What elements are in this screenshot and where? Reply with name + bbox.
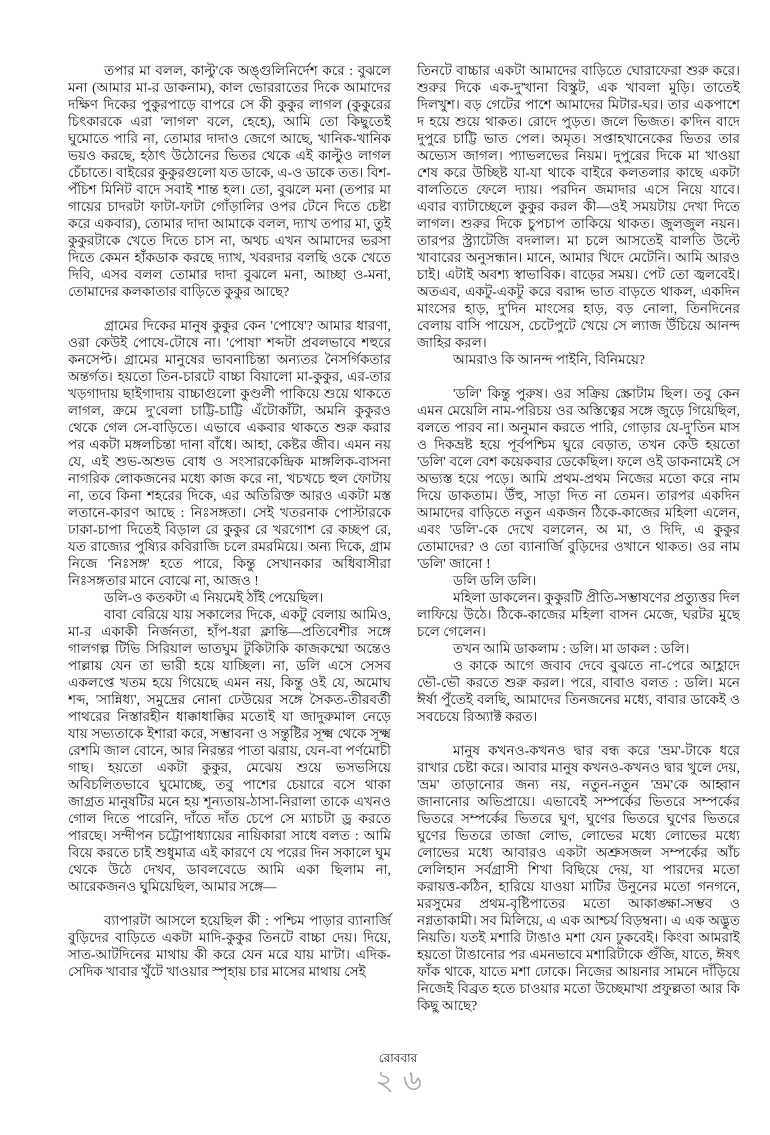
paragraph: ডলি-ও কতকটা এ নিয়মেই ঠাঁই পেয়েছিল। [104, 590, 324, 605]
paragraph: 'ডলি' কিন্তু পুরুষ। ওর সক্রিয় স্ক্রোটাম ছিল। তবু কেন এমন মেয়েলি নাম-পরিচয় ওর অস্তিত্বের সঙ্গে জুড়ে গিয়েছিল, বলতে পারব না। অনুমান করতে পারি, গোড়ার যে-দু'তিন মাস ও দিকভ্রষ্ট হয়ে পূর্বপশ্চিম ঘুরে বেড়াত, তখন কেউ হয়তো 'ডলি' বলে বেশ কয়েকবার ডেকেছিল। ফলে ওই ডাকনামেই সে অভ্যস্ত হয়ে পড়ে। আমি প্রথম-প্রথম নিজের মতো করে নাম দিয়ে ডাকতাম। উঁহু, সাড়া দিত না তেমন। তারপর একদিন আমাদের বাড়িতে নতুন একজন ঠিকে-কাজের মহিলা এলেন, এবং 'ডলি'-কে দেখে বললেন, অ মা, ও দিদি, এ কুকুর তোমাদের? ও তো ব্যানার্জি বুড়িদের ওখানে থাকত। ওর নাম 'ডলি' জানো ! [417, 386, 740, 571]
paragraph: তপার মা বলল, কাল্টু'কে অঙ্গুলিনির্দেশ করে : বুঝলে মনা (আমার মা-র ডাকনাম), কাল ভোররাতের দিকে আমাদের দক্ষিণ দিকের পুকুরপাড়ে বাপরে সে কী কুকুর লাগল (কুকুরের চিৎকারকে এরা 'লাগল' বলে, হেহে), আমি তো কিছুতেই ঘুমোতে পারি না, তোমার দাদাও জেগে আছে, খানিক-খানিক ভয়ও করছে, হঠাৎ উঠোনের ভিতর থেকে এই কাল্টুও লাগল চেঁচাতে। বাইরের কুকুরগুলো যত ডাকে, এ-ও ডাকে তত। বিশ-পঁচিশ মিনিট বাদে সবাই শান্ত হল। তো, বুঝলে মনা (তপার মা গায়ের চাদরটা ফাটা-ফাটা গোঁড়ালির ওপর টেনে দিতে চেষ্টা করে একবার), তোমার দাদা আমাকে বলল, দ্যাখ তপার মা, তুই কুকুরটাকে খেতে দিতে চাস না, অথচ এখন আমাদের ভরসা দিতে কেমন হাঁকডাক করছে দ্যাখ, খবরদার বলছি ওকে খেতে দিবি, এসব বলল তোমার দাদা বুঝলে মনা, আচ্ছা ও-মনা, তোমাদের কলকাতার বাড়িতে কুকুর আছে? [68, 63, 391, 299]
article-body [68, 62, 740, 1037]
paragraph: ব্যাপারটা আসলে হয়েছিল কী : পশ্চিম পাড়ার ব্যানার্জি বুড়িদের বাড়িতে একটা মাদি-কুকুর তিনটে বাচ্চা দেয়। দিয়ে, সাত-আটদিনের মাথায় কী করে যেন মরে যায় মা'টা। এদিক-সেদিক খাবার খুঁটে খাওয়ার স্পৃহায় চার মাসের মাথায় সেই [68, 913, 391, 979]
paragraph: তখন আমি ডাকলাম : ডলি। মা ডাকল : ডলি। [453, 641, 690, 656]
paragraph: মানুষ কখনও-কখনও দ্বার বন্ধ করে 'ভ্রম'-টাকে ধরে রাখার চেষ্টা করে। আবার মানুষ কখনও-কখনও দ্বার খুলে দেয়, 'ভ্রম' তাড়ানোর জন্য নয়, নতুন-নতুন 'ভ্রম'কে আহ্বান জানানোর অভিপ্রায়ে। এভাবেই সম্পর্কের ভিতরে সম্পর্কের ভিতরে সম্পর্কের ভিতরে ঘুণ, ঘুণের ভিতরে ঘুণের ভিতরে ঘুণের ভিতরে তাজা লোভ, লোভের মধ্যে লোভের মধ্যে লোভের মধ্যে আবারও একটা অশ্রুসজল সম্পর্কের আঁচ লেলিহান সর্বগ্রাসী শিখা বিছিয়ে দেয়, যা পারদের মতো করায়ত্ত-কঠিন, হারিয়ে যাওয়া মাটির উনুনের মতো গনগনে, মরসুমের প্রথম-বৃষ্টিপাতের মতো আকাঙ্ক্ষা-সম্ভব ও নগ্নতাকামী। সব মিলিয়ে, এ এক আশ্চর্য বিড়ম্বনা। এ এক অদ্ভুত নিয়তি। যতই মশারি টাঙাও মশা যেন ঢুকবেই। কিংবা আমরাই হয়তো টাঙানোর পর এমনভাবে মশারিটাকে গুঁজি, যাতে, ঈষৎ ফাঁক থাকে, যাতে মশা ঢোকে। নিজের আয়নার সামনে দাঁড়িয়ে নিজেই বিব্রত হতে চাওয়ার মতো উচ্ছেমাখা প্রফুল্লতা আর কি কিছু আছে? [417, 743, 740, 1013]
paragraph: মহিলা ডাকলেন। কুকুরটি প্রীতি-সম্ভাষণের প্রত্যুত্তর দিল লাফিয়ে উঠে। ঠিকে-কাজের মহিলা বাসন মেজে, ঘরটর মুছে চলে গেলেন। [417, 590, 740, 639]
page-number: ২৬ [375, 1065, 431, 1097]
left-column [68, 62, 391, 1037]
magazine-title: রোববার [378, 1051, 418, 1065]
right-column [417, 62, 740, 1037]
page-footer [0, 1051, 770, 1096]
paragraph: বাবা বেরিয়ে যায় সকালের দিকে, একটু বেলায় আমিও, মা-র একাকী নির্জনতা, হাঁপ-ধরা ক্লান্তি—প্রতিবেশীর সঙ্গে গালগল্প টিভি সিরিয়াল ভাতঘুম টুকিটাকি কাজকম্মো অন্তেও পাল্লায় যেন তা ভারী হয়ে যাচ্ছিল। না, ডলি এসে সেসব একলপ্তে খতম হয়ে গিয়েছে এমন নয়, কিন্তু ওই যে, অমোঘ শব্দ, 'সান্নিধ্য', সমুদ্রের নোনা ঢেউয়ের সঙ্গে সৈকত-তীরবর্তী পাথরের নিস্তারহীন ধাক্কাধাক্কির মতোই যা জাদুরুমাল নেড়ে যায় সভ্যতাকে ইশারা করে, সম্ভাবনা ও সন্তুষ্টির সূক্ষ্ম থেকে সূক্ষ্ম রেশমি জাল বোনে, আর নিরন্তর পাতা ঝরায়, যেন-বা পর্ণমোচী গাছ। হয়তো একটা কুকুর, মেঝেয় শুয়ে ভসভসিয়ে অবিচলিতভাবে ঘুমোচ্ছে, তবু পাশের চেয়ারে বসে থাকা জাগ্রত মানুষটির মনে হয় শূন্যতায়-ঠাসা-নিরালা তাকে এখনও গোল দিতে পারেনি, দাঁতে দাঁত চেপে সে ম্যাচটা ড্র করতে পারছে। সন্দীপন চট্টোপাধ্যায়ের নায়িকারা সাধে বলত : আমি বিয়ে করতে চাই শুধুমাত্র এই কারণে যে পরের দিন সকালে ঘুম থেকে উঠে দেখব, ডাবলবেডে আমি একা ছিলাম না, আরেকজনও ঘুমিয়েছিল, আমার সঙ্গে— [68, 607, 391, 894]
paragraph: ও কাকে আগে জবাব দেবে বুঝতে না-পেরে আহ্লাদে ভৌ-ভৌ করতে শুরু করল। পরে, বাবাও বলত : ডলি। মনে ঈর্ষা পুঁতেই বলছি, আমাদের তিনজনের মধ্যে, বাবার ডাকেই ও সবচেয়ে রিঅ্যাক্ট করত। [417, 658, 740, 724]
paragraph: আমরাও কি আনন্দ পাইনি, বিনিময়ে? [453, 352, 646, 367]
paragraph: ডলি ডলি ডলি। [453, 573, 537, 588]
paragraph: গ্রামের দিকের মানুষ কুকুর কেন 'পোষে'? আমার ধারণা, ওরা কেউই পোষে-টোষে না। 'পোষা' শব্দটা প্রবলভাবে শহুরে কনসেপ্ট। গ্রামের মানুষের ভাবনাচিন্তা অন্যতর নৈসর্গিকতার অন্তর্গত। হয়তো তিন-চারটে বাচ্চা বিয়ালো মা-কুকুর, এর-তার খড়গাদায় ছাইগাদায় বাচ্চাগুলো কুণ্ডলী পাকিয়ে শুয়ে থাকতে লাগল, ক্রমে দু'বেলা চাট্টি-চাট্টি এঁটোকাঁটা, অমনি কুকুরও থেকে গেল সে-বাড়িতে। এভাবে একবার থাকতে শুরু করার পর একটা মঙ্গলচিন্তা দানা বাঁধে। আহা, কেষ্টর জীব। এমন নয় যে, এই শুভ-অশুভ বোধ ও সংসারকেন্দ্রিক মাঙ্গলিক-বাসনা নাগরিক লোকজনের মধ্যে কাজ করে না, খচখচে হুল ফোটায় না, তবে কিনা শহরের দিকে, এর অতিরিক্ত আরও একটা মস্ত লতানে-কারণ আছে : নিঃসঙ্গতা। সেই খতরনাক পোস্টারকে ঢাকা-চাপা দিতেই বিড়াল রে কুকুর রে খরগোশ রে কচ্ছপ রে, যত রাজ্যের পুষ্যির কবিরাজি চলে রমরমিয়ে। অন্য দিকে, গ্রাম নিজে 'নিঃসঙ্গ' হতে পারে, কিন্তু সেখানকার অধিবাসীরা নিঃসঙ্গতার মানে বোঝে না, আজও ! [68, 318, 391, 588]
paragraph: তিনটে বাচ্চার একটা আমাদের বাড়িতে ঘোরাফেরা শুরু করে। শুরুর দিকে এক-দু'খানা বিস্কুট, এক খাবলা মুড়ি। তাতেই দিলখুশ। বড় গেটের পাশে আমাদের মিটার-ঘর। তার একপাশে দ হয়ে শুয়ে থাকত। রোদে পুড়ত। জলে ভিজত। ক'দিন বাদে দুপুরে চাট্টি ভাত পেল। অমৃত। সপ্তাহখানেকের ভিতর তার অভ্যেস জাগল। প্যাভলভের নিয়ম। দুপুরের দিকে মা খাওয়া শেষ করে উচ্ছিষ্ট যা-যা থাকে বাইরে কলতলার কাছে একটা বালতিতে ফেলে দ্যায়। পরদিন জমাদার এসে নিয়ে যাবে। এবার ব্যাটাচ্ছেলে কুকুর করল কী—ওই সময়টায় দেখা দিতে লাগল। শুরুর দিকে চুপচাপ তাকিয়ে থাকত। জুলজুল নয়ন। তারপর স্ট্র্যাটেজি বদলাল। মা চলে আসতেই বালতি উল্টে খাবারের অনুসন্ধান। মানে, আমার খিদে মেটেনি। আমি আরও চাই। এটাই অবশ্য স্বাভাবিক। বাড়ের সময়। পেট তো জ্বলবেই। অতএব, একটু-একটু করে বরাদ্দ ভাত বাড়তে থাকল, একদিন মাংসের হাড়, দু'দিন মাংসের হাড়, বড় নোলা, তিনদিনের বেলায় বাসি পায়েস, চেটেপুটে খেয়ে সে ল্যাজ উঁচিয়ে আনন্দ জাহির করল। [417, 63, 740, 350]
